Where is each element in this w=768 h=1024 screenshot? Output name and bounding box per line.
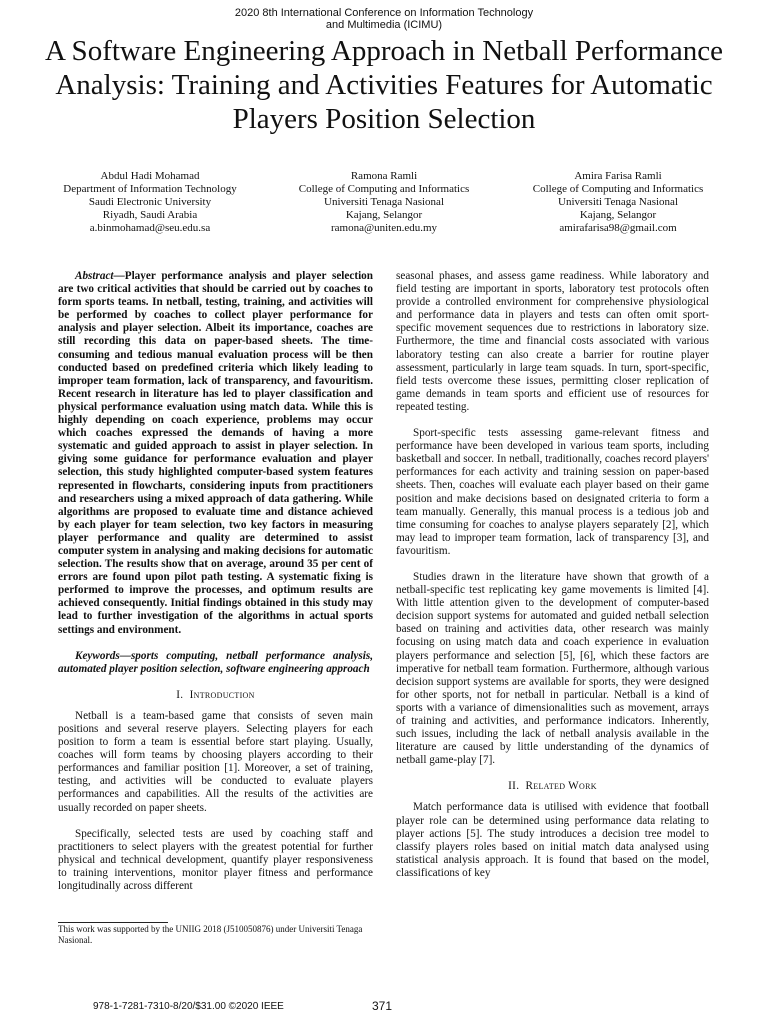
author-location: Kajang, Selangor	[345, 209, 423, 221]
author-org: Universiti Tenaga Nasional	[324, 196, 444, 208]
abstract	[58, 270, 373, 637]
keywords-text: —sports computing, netball performance analysis, automated player position selection, software engineering approach	[58, 649, 373, 675]
author-dept: Department of Information Technology	[63, 183, 237, 195]
author-location: Kajang, Selangor	[579, 209, 657, 221]
section-number: II.	[508, 780, 520, 793]
abstract-paragraph	[58, 270, 373, 637]
author-name: Ramona Ramli	[350, 170, 418, 182]
keywords-label: Keywords	[75, 649, 120, 662]
page-number: 371	[372, 999, 393, 1013]
conference-line-2: and Multimedia (ICIMU)	[325, 19, 443, 31]
footnote-divider	[58, 922, 168, 923]
author-email[interactable]: amirafarisa98@gmail.com	[559, 222, 677, 234]
intro-paragraph-1: Netball is a team-based game that consists of seven main positions and several reserve players. Selecting players for each position to form a team is essential before start playing. Usually, coaches will form teams by choosing players according to their performances and familiar position [1]. Moreover, a set of training, testing, and activities will be conducted to evaluate players performances and capabilities. All the results of the activities are usually recorded on paper sheets.	[58, 709, 373, 814]
author-1	[40, 170, 260, 235]
author-email[interactable]: a.binmohamad@seu.edu.sa	[89, 222, 211, 234]
author-location: Riyadh, Saudi Arabia	[102, 209, 198, 221]
conference-line-1: 2020 8th International Conference on Information Technology	[234, 7, 534, 19]
left-column	[58, 270, 373, 906]
body-paragraph-2: Sport-specific tests assessing game-relevant fitness and performance have been developed in various team sports, including basketball and soccer. In netball, traditionally, coaches record players' performances for each activity and training session on paper-based sheets. Then, coaches will evaluate each player based on their game position and make decisions based on designated criteria to form a team manually. Generally, this manual process is a tedious job and time consuming for coaches to analyse players separately [2], which may lead to improper team formation, lack of transparency [3], and favouritism.	[396, 427, 709, 557]
keywords	[58, 650, 373, 676]
author-2	[274, 170, 494, 235]
section-heading-introduction	[58, 689, 373, 702]
section-number: I.	[176, 688, 184, 701]
right-column	[396, 270, 709, 893]
body-paragraph-3: Studies drawn in the literature have shown that growth of a netball-specific test replicating key game movements is limited [4]. With little attention given to the development of computer-based decision support systems for automated and guided netball selection based on training and activities data, other research was mainly focusing on using match data and coach experience in evaluation players performance and selection [5], [6], which these factors are imperative for netball team formation. Furthermore, although various decision support systems are available for sports, they were designed for other sports, not for netball in particular. Netball is a kind of sports with a variance of dimensionalities such as movement, arrays of training and activities, and performance indicators. Inherently, such issues, including the lack of netball analysis available in the literature are caused by little understanding of the dynamics of netball game-play [7].	[396, 570, 709, 767]
paper-title: A Software Engineering Approach in Netball Performance Analysis: Training and Activities Features for Automatic Players Position Selection	[44, 35, 724, 135]
conference-header	[0, 7, 768, 31]
body-paragraph-1: seasonal phases, and assess game readiness. While laboratory and field testing are important in sports, laboratory test protocols often provide a controlled environment for comprehensive physiological and performance data in players and tests can often omit sport-specific movement sequences due to restrictions in laboratory size. Furthermore, the time and financial costs associated with various laboratory testing can also create a barrier for routine player assessment, particularly in large team squads. In turn, sport-specific, field tests overcome these issues, permitting closer replication of game demands in team sports and efficient use of resources for repeated testing.	[396, 270, 709, 413]
intro-paragraph-2: Specifically, selected tests are used by coaching staff and practitioners to select players with the greatest potential for further physical and technical development, quantify player responsiveness to training interventions, monitor player fitness and performance longitudinally across different	[58, 827, 373, 893]
author-name: Abdul Hadi Mohamad	[100, 170, 200, 182]
related-work-paragraph: Match performance data is utilised with evidence that football player role can be determined using performance data relating to player actions [5]. The study introduces a decision tree model to classify players roles based on initial match data analysed using statistical analysis approach. It is found that based on the model, classifications of key	[396, 801, 709, 879]
footnote: This work was supported by the UNIIG 2018 (J510050876) under Universiti Tenaga Nasional.	[58, 924, 363, 945]
abstract-label: Abstract	[75, 270, 114, 282]
author-org: Universiti Tenaga Nasional	[558, 196, 678, 208]
author-3	[508, 170, 728, 235]
author-name: Amira Farisa Ramli	[574, 170, 662, 182]
abstract-text: —Player performance analysis and player selection are two critical activities that should be carried out by coaches to form sports teams. In netball, testing, training, and activities will be performed by coaches to collect player performance for analysis and player selection. Albeit its importance, coaches are still recording this data on paper-based sheets. The time-consuming and tedious manual evaluation process will be then conducted based on predefined criteria which likely leading to improper team formation, lack of transparency, and favouritism. Recent research in literature has led to player classification and physical performance evaluation using match data. While this is highly depending on coach experience, problems may occur which coaches expressed the demands of having a more systematic and guided approach to assist in player selection. In giving some guidance for performance evaluation and player selection, this study highlighted computer-based system features represented in flowcharts, considering inputs from practitioners and researchers using a mixed approach of data gathering. While algorithms are proposed to evaluate time and distance achieved by each player for team selection, two key factors in measuring player performance and quality are determined to assist computer system in analysing and making decisions for automatic selection. The results show that on average, around 35 per cent of errors are found upon pilot path testing. A systematic fixing is performed to improve the processes, and optimum results are achieved consequently. Initial findings obtained in this study may lead to further investigation of the algorithms in actual sports settings and environment.	[58, 270, 373, 636]
footer-isbn: 978-1-7281-7310-8/20/$31.00 ©2020 IEEE	[93, 1001, 284, 1012]
section-title: Introduction	[189, 688, 255, 701]
author-email[interactable]: ramona@uniten.edu.my	[330, 222, 438, 234]
author-org: Saudi Electronic University	[88, 196, 212, 208]
author-dept: College of Computing and Informatics	[298, 183, 470, 195]
author-dept: College of Computing and Informatics	[532, 183, 704, 195]
section-heading-related-work	[396, 780, 709, 793]
section-title: Related Work	[525, 780, 597, 793]
author-block	[40, 170, 728, 235]
